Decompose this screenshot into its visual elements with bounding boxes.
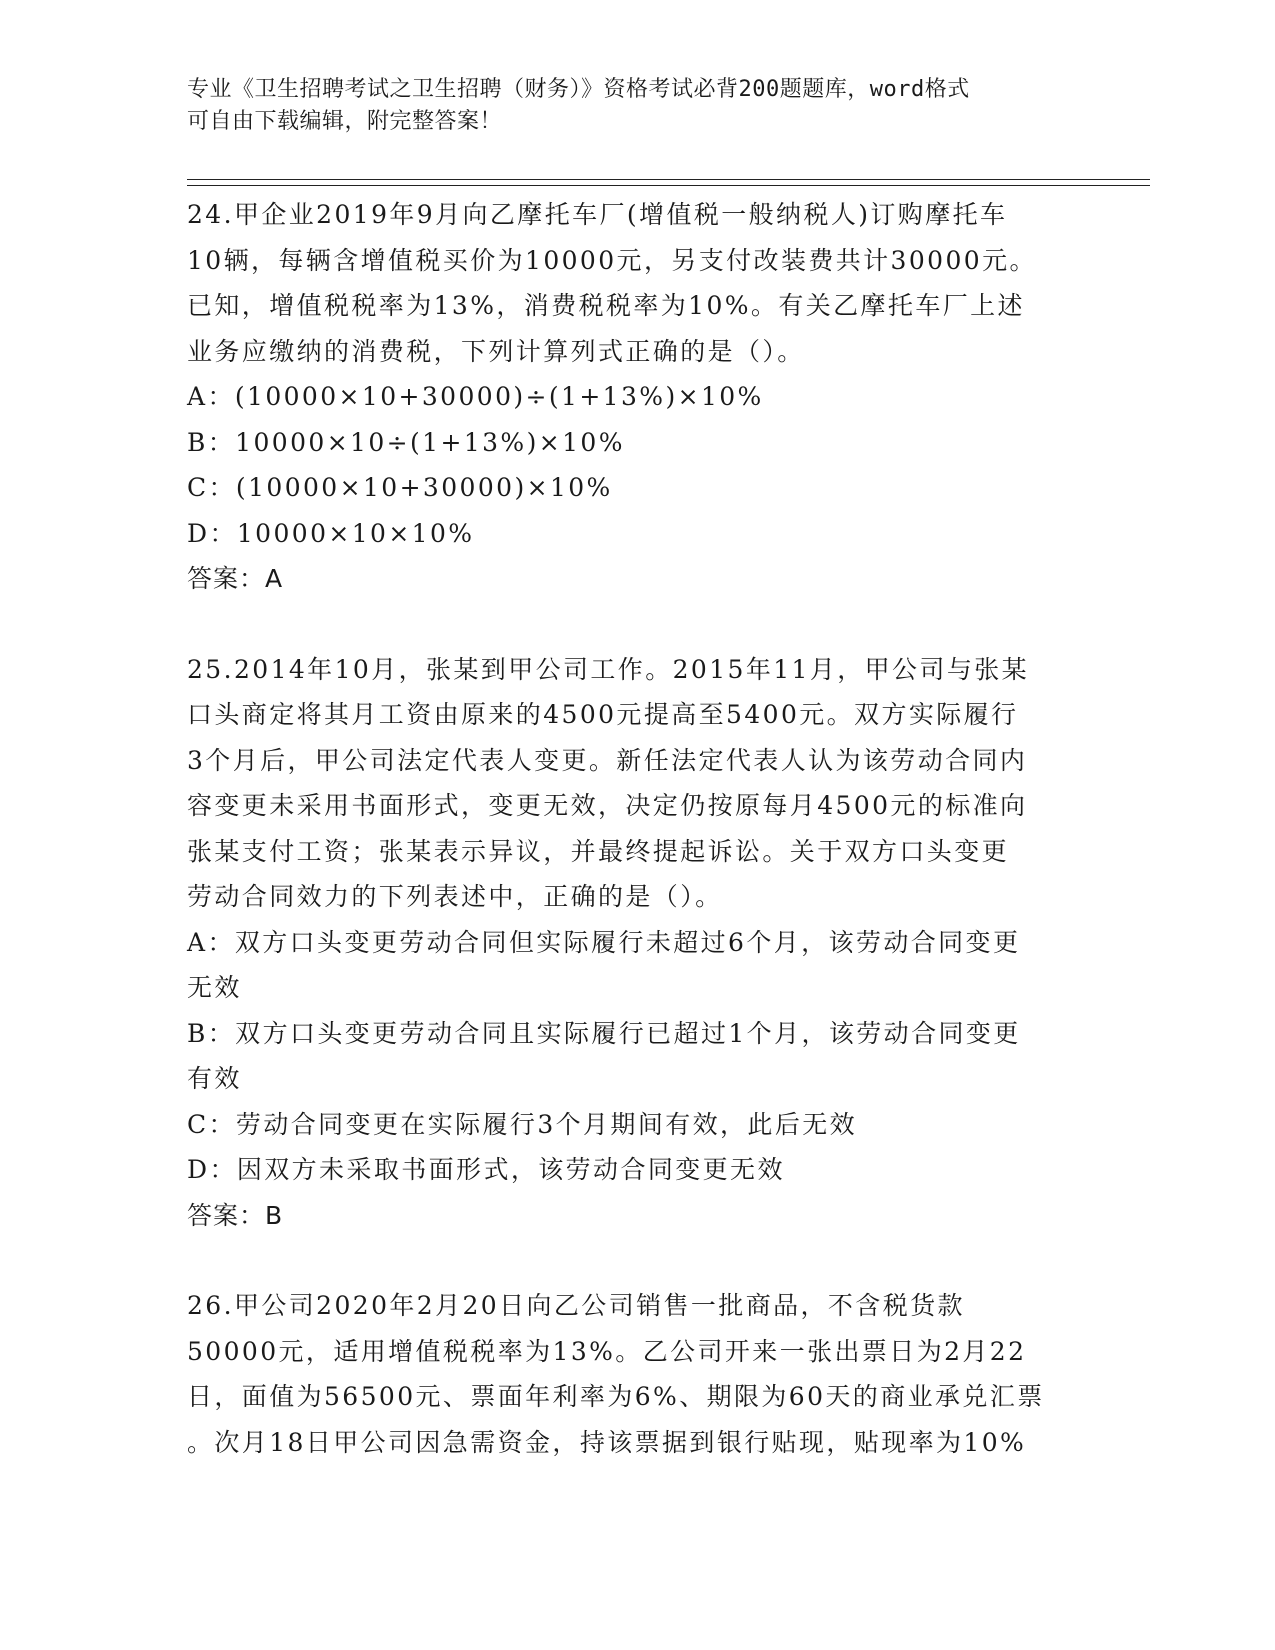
option-d: D：因双方未采取书面形式，该劳动合同变更无效 (187, 1155, 785, 1184)
question-text-line: 10辆，每辆含增值税买价为10000元，另支付改装费共计30000元。 (187, 245, 1037, 275)
question-spacer (187, 1238, 1087, 1283)
option-a: A：双方口头变更劳动合同但实际履行未超过6个月，该劳动合同变更 (187, 927, 1021, 957)
question-text-line: 容变更未采用书面形式，变更无效，决定仍按原每月4500元的标准向 (187, 791, 1028, 820)
question-text-line: 。次月18日甲公司因急需资金，持该票据到银行贴现，贴现率为10% (187, 1427, 1027, 1457)
option-d: D：10000×10×10% (187, 518, 475, 548)
question-24 (187, 192, 1087, 602)
header-divider-bottom (187, 185, 1150, 186)
option-b: B：10000×10÷(1+13%)×10% (187, 427, 625, 457)
header-divider-top (187, 179, 1150, 180)
question-text-line: 50000元，适用增值税税率为13%。乙公司开来一张出票日为2月22 (187, 1336, 1027, 1366)
header-line-1: 专业《卫生招聘考试之卫生招聘（财务）》资格考试必背200题题库，word格式 (187, 77, 970, 102)
option-a-continued: 无效 (187, 973, 242, 1002)
question-text-line: 劳动合同效力的下列表述中，正确的是（）。 (187, 882, 723, 911)
question-26 (187, 1283, 1087, 1465)
question-text-line: 3个月后，甲公司法定代表人变更。新任法定代表人认为该劳动合同内 (187, 745, 1028, 775)
document-header (187, 74, 1087, 138)
question-text-line: 张某支付工资；张某表示异议，并最终提起诉讼。关于双方口头变更 (187, 836, 1010, 866)
question-text-line: 已知，增值税税率为13%，消费税税率为10%。有关乙摩托车厂上述 (187, 291, 1025, 320)
question-text-line: 口头商定将其月工资由原来的4500元提高至5400元。双方实际履行 (187, 700, 1019, 729)
question-text-line: 业务应缴纳的消费税，下列计算列式正确的是（）。 (187, 336, 805, 366)
option-c: C：(10000×10+30000)×10% (187, 473, 613, 502)
option-b-continued: 有效 (187, 1064, 242, 1093)
header-line-2: 可自由下载编辑，附完整答案！ (187, 109, 503, 134)
question-text-line: 日，面值为56500元、票面年利率为6%、期限为60天的商业承兑汇票 (187, 1382, 1045, 1411)
option-a: A：(10000×10+30000)÷(1+13%)×10% (187, 382, 764, 411)
option-c: C：劳动合同变更在实际履行3个月期间有效，此后无效 (187, 1109, 858, 1139)
option-b: B：双方口头变更劳动合同且实际履行已超过1个月，该劳动合同变更 (187, 1018, 1021, 1048)
question-25 (187, 647, 1087, 1239)
question-list (187, 192, 1087, 1465)
question-text-line: 25.2014年10月，张某到甲公司工作。2015年11月，甲公司与张某 (187, 654, 1030, 684)
question-spacer (187, 602, 1087, 647)
question-text-line: 24.甲企业2019年9月向乙摩托车厂(增值税一般纳税人)订购摩托车 (187, 200, 1008, 229)
question-text-line: 26.甲公司2020年2月20日向乙公司销售一批商品，不含税货款 (187, 1291, 965, 1320)
answer-line: 答案：B (187, 1200, 284, 1230)
answer-line: 答案：A (187, 564, 284, 593)
